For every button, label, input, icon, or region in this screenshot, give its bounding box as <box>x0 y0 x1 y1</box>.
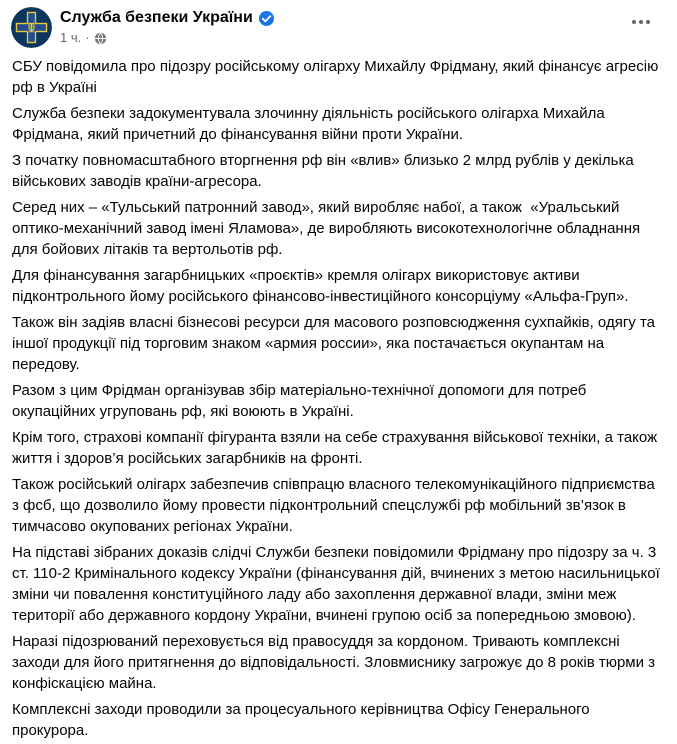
post-body <box>0 48 677 741</box>
more-options-button[interactable] <box>625 10 657 34</box>
post-paragraph: Також російський олігарх забезпечив співпрацю власного телекомунікаційного підприємства з фсб, що дозволило йому провести підконтрольний спецслужбі рф мобільний зв’язок в тимчасово окупованих регіонах України. <box>12 476 659 535</box>
post-paragraph: СБУ повідомила про підозру російському олігарху Михайлу Фрідману, який фінансує агресію рф в Україні <box>12 58 663 96</box>
ellipsis-dot <box>632 20 636 24</box>
ellipsis-dot <box>646 20 650 24</box>
globe-public-icon <box>94 32 107 45</box>
post-paragraph: Служба безпеки задокументувала злочинну діяльність російського олігарха Михайла Фрідмана, який причетний до фінансування війни проти України. <box>12 105 609 143</box>
post-paragraph: Для фінансування загарбницьких «проєктів» кремля олігарх використовує активи підконтрольного йому російського фінансово-інвестиційного консорціуму «Альфа-Груп». <box>12 267 629 305</box>
meta-separator: · <box>85 30 90 45</box>
post-meta <box>60 30 274 45</box>
name-row <box>60 8 274 28</box>
avatar[interactable] <box>11 7 52 48</box>
page-name[interactable]: Служба безпеки України <box>60 9 253 26</box>
verified-badge-icon <box>259 11 274 26</box>
timestamp[interactable]: 1 ч. <box>60 30 82 45</box>
post-paragraph: Комплексні заходи проводили за процесуального керівництва Офісу Генерального прокурора. <box>12 701 594 739</box>
ellipsis-dot <box>639 20 643 24</box>
post-paragraph: На підставі зібраних доказів слідчі Служби безпеки повідомили Фрідману про підозру за ч. 3 ст. 110-2 Кримінального кодексу України (фінансування дій, вчинених з метою насильницької зміни чи повалення конституційного ладу або захоплення державної влади, зміни меж території або державного кордону України, вчинені групою осіб за попередньою змовою). <box>12 544 664 624</box>
post-paragraph: Разом з цим Фрідман організував збір матеріально-технічної допомоги для потреб окупаційних угруповань рф, які воюють в Україні. <box>12 382 591 420</box>
post-paragraph: Крім того, страхові компанії фігуранта взяли на себе страхування військової техніки, а також життя і здоров’я російських загарбників на фронті. <box>12 429 662 467</box>
sbu-emblem-icon <box>11 7 52 48</box>
post-paragraph: З початку повномасштабного вторгнення рф він «влив» близько 2 млрд рублів у декілька військових заводів країни-агресора. <box>12 152 638 190</box>
post-header <box>0 0 677 48</box>
post-paragraph: Серед них – «Тульський патронний завод», який виробляє набої, а також «Уральський оптико-механічний завод імені Яламова», де виробляють високотехнологічне обладнання для бойових літаків та вертольотів рф. <box>12 199 645 258</box>
post-paragraph: Також він задіяв власні бізнесові ресурси для масового розповсюдження сухпайків, одягу та іншої продукції під торговим знаком «армия россии», яка постачається окупантам на передову. <box>12 314 660 373</box>
header-info <box>60 7 274 45</box>
post-paragraph: Наразі підозрюваний переховується від правосуддя за кордоном. Тривають комплексні заходи для його притягнення до відповідальності. Зловмиснику загрожує до 8 років тюрми з конфіскацією майна. <box>12 633 660 692</box>
